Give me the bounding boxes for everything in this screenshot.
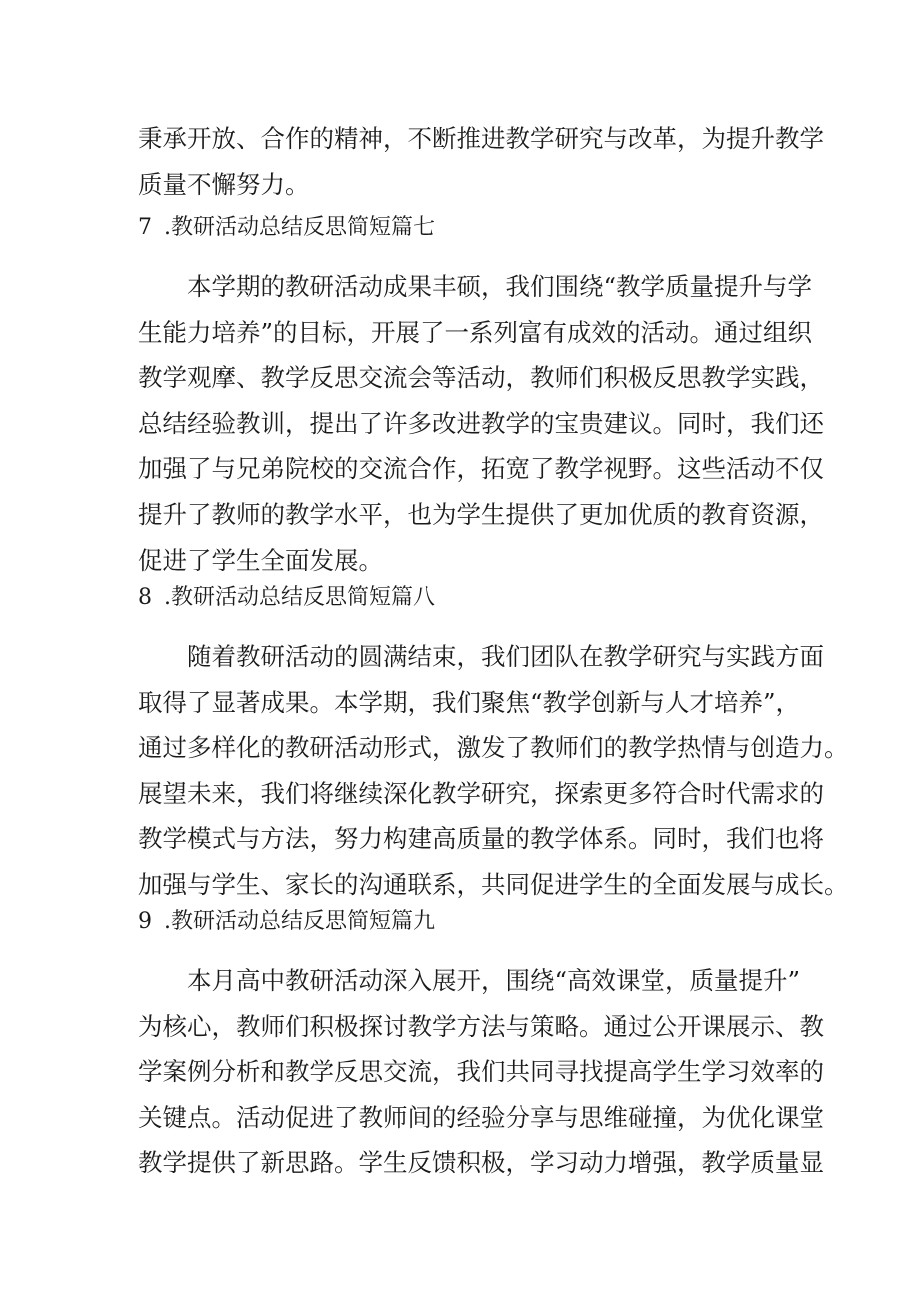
paragraph-line: 本月高中教研活动深入展开，围绕“高效课堂，质量提升”: [187, 966, 801, 995]
paragraph-line: 生能力培养”的目标，开展了一系列富有成效的活动。通过组织: [138, 317, 813, 347]
section-title: .教研活动总结反思简短篇七: [164, 215, 435, 240]
section-7-paragraph: [138, 264, 824, 583]
paragraph-previous-section: [138, 116, 824, 207]
section-title: .教研活动总结反思简短篇八: [164, 585, 435, 610]
section-number: 9: [138, 909, 152, 934]
paragraph-line: 加强与学生、家长的沟通联系，共同促进学生的全面发展与成长。: [138, 869, 849, 899]
section-9-paragraph: [138, 958, 824, 1186]
section-7-heading: [138, 213, 435, 243]
paragraph-line: 随着教研活动的圆满结束，我们团队在教学研究与实践方面: [187, 642, 824, 671]
paragraph-line: 质量不懈努力。: [138, 169, 310, 199]
section-8-paragraph: [138, 634, 849, 908]
paragraph-line: 通过多样化的教研活动形式，激发了教师们的教学热情与创造力。: [138, 733, 849, 763]
section-number: 7: [138, 215, 152, 240]
paragraph-line: 展望未来，我们将继续深化教学研究，探索更多符合时代需求的: [138, 778, 824, 808]
paragraph-line: 提升了教师的教学水平，也为学生提供了更加优质的教育资源，: [138, 499, 824, 529]
paragraph-line: 本学期的教研活动成果丰硕，我们围绕“教学质量提升与学: [187, 272, 813, 301]
paragraph-line: 教学模式与方法，努力构建高质量的教学体系。同时，我们也将: [138, 824, 824, 854]
paragraph-line: 教学提供了新思路。学生反馈积极，学习动力增强，教学质量显: [138, 1148, 824, 1178]
paragraph-line: 取得了显著成果。本学期，我们聚焦“教学创新与人才培养”，: [138, 687, 801, 717]
section-title: .教研活动总结反思简短篇九: [164, 909, 435, 934]
paragraph-line: 教学观摩、教学反思交流会等活动，教师们积极反思教学实践，: [138, 363, 824, 393]
section-8-heading: [138, 583, 435, 613]
paragraph-line: 关键点。活动促进了教师间的经验分享与思维碰撞，为优化课堂: [138, 1102, 824, 1132]
paragraph-line: 总结经验教训，提出了许多改进教学的宝贵建议。同时，我们还: [138, 408, 824, 438]
paragraph-line: 为核心，教师们积极探讨教学方法与策略。通过公开课展示、教: [138, 1011, 824, 1041]
paragraph-line: 加强了与兄弟院校的交流合作，拓宽了教学视野。这些活动不仅: [138, 454, 824, 484]
paragraph-line: 学案例分析和教学反思交流，我们共同寻找提高学生学习效率的: [138, 1057, 824, 1087]
paragraph-line: 促进了学生全面发展。: [138, 545, 383, 575]
section-number: 8: [138, 585, 152, 610]
paragraph-line: 秉承开放、合作的精神，不断推进教学研究与改革，为提升教学: [138, 124, 824, 153]
section-9-heading: [138, 907, 435, 937]
